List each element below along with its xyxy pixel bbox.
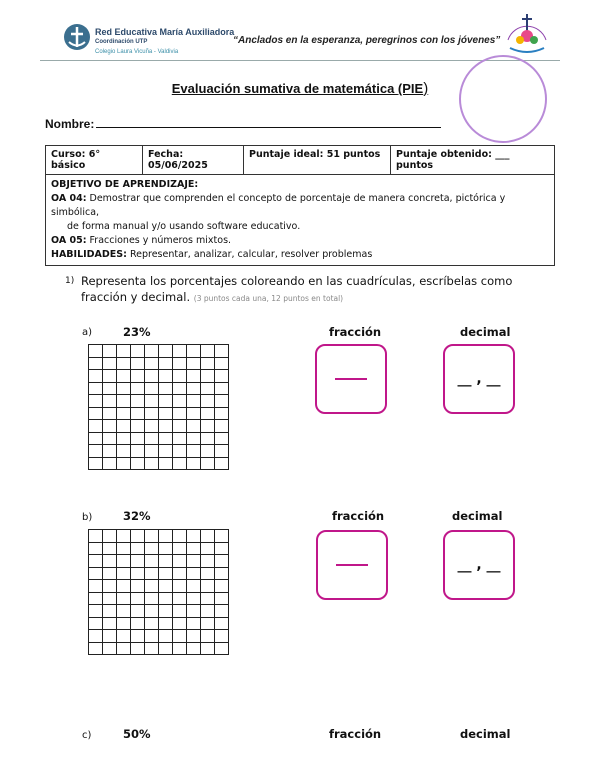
grid-cell[interactable] xyxy=(145,395,159,408)
org-sub1: Coordinación UTP xyxy=(95,39,148,45)
grid-cell[interactable] xyxy=(103,568,117,581)
grid-cell[interactable] xyxy=(117,345,131,358)
grid-cell[interactable] xyxy=(215,383,229,396)
grid-cell[interactable] xyxy=(89,530,103,543)
grid-cell[interactable] xyxy=(173,593,187,606)
title-paren: ) xyxy=(423,80,429,97)
grid-cell[interactable] xyxy=(201,433,215,446)
grid-cell[interactable] xyxy=(159,383,173,396)
grid-cell[interactable] xyxy=(173,630,187,643)
item-b-fraccion-header: fracción xyxy=(332,509,385,523)
grid-cell[interactable] xyxy=(131,593,145,606)
grid-cell[interactable] xyxy=(201,395,215,408)
grid-cell[interactable] xyxy=(145,408,159,421)
grid-cell[interactable] xyxy=(131,618,145,631)
grid-cell[interactable] xyxy=(159,580,173,593)
grid-cell[interactable] xyxy=(89,345,103,358)
skills-text: Representar, analizar, calcular, resolver problemas xyxy=(126,249,373,260)
grid-cell[interactable] xyxy=(103,358,117,371)
grid-cell[interactable] xyxy=(89,568,103,581)
item-a-fraccion-header: fracción xyxy=(329,325,382,339)
grid-cell[interactable] xyxy=(89,445,103,458)
grid-cell[interactable] xyxy=(117,395,131,408)
oa05-label: OA 05: xyxy=(51,235,87,246)
grid-cell[interactable] xyxy=(145,618,159,631)
grid-cell[interactable] xyxy=(215,358,229,371)
grid-cell[interactable] xyxy=(117,580,131,593)
skills-label: HABILIDADES: xyxy=(51,249,127,260)
grid-cell[interactable] xyxy=(159,543,173,556)
grid-cell[interactable] xyxy=(187,605,201,618)
grid-cell[interactable] xyxy=(187,643,201,656)
grid-cell[interactable] xyxy=(89,630,103,643)
grid-cell[interactable] xyxy=(117,420,131,433)
grid-cell[interactable] xyxy=(145,568,159,581)
grid-cell[interactable] xyxy=(131,458,145,471)
grid-cell[interactable] xyxy=(131,420,145,433)
skills-line xyxy=(51,248,549,262)
grid-cell[interactable] xyxy=(131,395,145,408)
item-b-letter: b) xyxy=(82,512,93,523)
item-c-percent: 50% xyxy=(123,727,151,741)
puntaje-ideal-cell: Puntaje ideal: 51 puntos xyxy=(244,146,391,175)
objectives-header: OBJETIVO DE APRENDIZAJE: xyxy=(51,179,199,190)
grid-cell[interactable] xyxy=(131,358,145,371)
grid-cell[interactable] xyxy=(173,420,187,433)
grid-cell[interactable] xyxy=(103,383,117,396)
grid-cell[interactable] xyxy=(187,458,201,471)
grid-cell[interactable] xyxy=(131,383,145,396)
item-b-decimal-header: decimal xyxy=(452,509,503,523)
item-a-percent: 23% xyxy=(123,325,151,339)
decimal-box-a[interactable] xyxy=(443,344,515,414)
grid-cell[interactable] xyxy=(117,593,131,606)
grid-cell[interactable] xyxy=(145,358,159,371)
grid-cell[interactable] xyxy=(173,370,187,383)
grid-cell[interactable] xyxy=(201,530,215,543)
fecha-cell: Fecha: 05/06/2025 xyxy=(143,146,244,175)
grid-cell[interactable] xyxy=(89,395,103,408)
grid-cell[interactable] xyxy=(159,568,173,581)
item-a-letter: a) xyxy=(82,327,93,338)
grid-cell[interactable] xyxy=(89,408,103,421)
grid-cell[interactable] xyxy=(187,530,201,543)
grid-cell[interactable] xyxy=(145,593,159,606)
grid-cell[interactable] xyxy=(103,445,117,458)
grid-cell[interactable] xyxy=(159,445,173,458)
grid-cell[interactable] xyxy=(117,383,131,396)
oa04-text: Demostrar que comprenden el concepto de porcentaje de manera concreta, pictórica y simbólica, xyxy=(51,193,506,218)
grid-cell[interactable] xyxy=(173,580,187,593)
grid-cell[interactable] xyxy=(117,555,131,568)
grid-cell[interactable] xyxy=(103,395,117,408)
grid-cell[interactable] xyxy=(131,433,145,446)
grid-cell[interactable] xyxy=(187,618,201,631)
grid-cell[interactable] xyxy=(187,630,201,643)
fraction-line-icon xyxy=(336,564,368,566)
grid-cell[interactable] xyxy=(131,643,145,656)
grid-cell[interactable] xyxy=(173,445,187,458)
grid-cell[interactable] xyxy=(159,530,173,543)
grid-cell[interactable] xyxy=(215,408,229,421)
grid-cell[interactable] xyxy=(187,543,201,556)
grid-cell[interactable] xyxy=(103,420,117,433)
grid-cell[interactable] xyxy=(201,458,215,471)
grid-cell[interactable] xyxy=(89,580,103,593)
grid-cell[interactable] xyxy=(89,605,103,618)
grid-cell[interactable] xyxy=(131,345,145,358)
grid-cell[interactable] xyxy=(159,630,173,643)
grid-cell[interactable] xyxy=(215,420,229,433)
grid-cell[interactable] xyxy=(201,408,215,421)
grid-cell[interactable] xyxy=(89,643,103,656)
org-name: Red Educativa María Auxiliadora xyxy=(95,27,235,37)
percent-grid-a[interactable] xyxy=(88,344,229,470)
grid-cell[interactable] xyxy=(187,555,201,568)
grid-cell[interactable] xyxy=(131,605,145,618)
grid-cell[interactable] xyxy=(173,358,187,371)
grid-cell[interactable] xyxy=(89,383,103,396)
grid-cell[interactable] xyxy=(117,568,131,581)
org-block xyxy=(95,27,234,57)
puntaje-obtenido-cell[interactable]: Puntaje obtenido: ___ puntos xyxy=(391,146,555,175)
grid-cell[interactable] xyxy=(117,458,131,471)
decimal-box-b[interactable] xyxy=(443,530,515,600)
grid-cell[interactable] xyxy=(103,643,117,656)
grid-cell[interactable] xyxy=(173,345,187,358)
grid-cell[interactable] xyxy=(173,433,187,446)
grid-cell[interactable] xyxy=(159,593,173,606)
grid-cell[interactable] xyxy=(201,593,215,606)
grid-cell[interactable] xyxy=(215,643,229,656)
percent-grid-b[interactable] xyxy=(88,529,229,655)
grid-cell[interactable] xyxy=(145,555,159,568)
grid-cell[interactable] xyxy=(159,555,173,568)
grid-cell[interactable] xyxy=(89,555,103,568)
grid-cell[interactable] xyxy=(215,345,229,358)
grid-cell[interactable] xyxy=(89,358,103,371)
grid-cell[interactable] xyxy=(117,358,131,371)
question-text-block xyxy=(81,273,559,307)
grid-cell[interactable] xyxy=(215,445,229,458)
grid-cell[interactable] xyxy=(173,555,187,568)
grid-cell[interactable] xyxy=(215,605,229,618)
grid-cell[interactable] xyxy=(173,643,187,656)
grid-cell[interactable] xyxy=(89,593,103,606)
grid-cell[interactable] xyxy=(215,530,229,543)
grid-cell[interactable] xyxy=(89,420,103,433)
item-a-decimal-header: decimal xyxy=(460,325,511,339)
grid-cell[interactable] xyxy=(215,543,229,556)
grid-cell[interactable] xyxy=(187,383,201,396)
grid-cell[interactable] xyxy=(187,445,201,458)
grid-cell[interactable] xyxy=(145,345,159,358)
grid-cell[interactable] xyxy=(201,618,215,631)
motto: “Anclados en la esperanza, peregrinos con los jóvenes” xyxy=(233,35,501,46)
grid-cell[interactable] xyxy=(103,458,117,471)
grid-cell[interactable] xyxy=(103,408,117,421)
title-main: Evaluación sumativa de matemática xyxy=(171,81,398,96)
grid-cell[interactable] xyxy=(173,530,187,543)
grid-cell[interactable] xyxy=(201,383,215,396)
grid-cell[interactable] xyxy=(131,630,145,643)
grid-cell[interactable] xyxy=(89,433,103,446)
grid-cell[interactable] xyxy=(117,370,131,383)
oa04-line xyxy=(51,192,549,220)
grid-cell[interactable] xyxy=(145,420,159,433)
oa04-continuation: de forma manual y/o usando software educativo. xyxy=(67,221,301,232)
grid-cell[interactable] xyxy=(117,543,131,556)
grid-cell[interactable] xyxy=(145,580,159,593)
grid-cell[interactable] xyxy=(159,618,173,631)
grid-cell[interactable] xyxy=(103,593,117,606)
grid-cell[interactable] xyxy=(187,568,201,581)
grid-cell[interactable] xyxy=(187,420,201,433)
grid-cell[interactable] xyxy=(215,580,229,593)
item-b-percent: 32% xyxy=(123,509,151,523)
grid-cell[interactable] xyxy=(173,568,187,581)
oa04-label: OA 04: xyxy=(51,193,87,204)
title-suffix: (PIE xyxy=(397,81,424,96)
grid-cell[interactable] xyxy=(159,433,173,446)
grid-cell[interactable] xyxy=(145,370,159,383)
grid-cell[interactable] xyxy=(103,345,117,358)
grid-cell[interactable] xyxy=(145,630,159,643)
grid-cell[interactable] xyxy=(103,543,117,556)
grid-cell[interactable] xyxy=(103,555,117,568)
grid-cell[interactable] xyxy=(117,445,131,458)
grid-cell[interactable] xyxy=(159,458,173,471)
grid-cell[interactable] xyxy=(201,543,215,556)
grid-cell[interactable] xyxy=(159,643,173,656)
org-sub2: Colegio Laura Vicuña - Valdivia xyxy=(95,49,179,55)
grid-cell[interactable] xyxy=(89,543,103,556)
grid-cell[interactable] xyxy=(131,543,145,556)
grid-cell[interactable] xyxy=(201,580,215,593)
grid-cell[interactable] xyxy=(201,555,215,568)
grid-cell[interactable] xyxy=(117,530,131,543)
grid-cell[interactable] xyxy=(173,618,187,631)
nombre-label: Nombre: xyxy=(45,117,95,131)
grid-cell[interactable] xyxy=(131,445,145,458)
question-text: Representa los porcentajes coloreando en las cuadrículas, escríbelas como fracción y decimal. xyxy=(81,274,513,304)
grid-cell[interactable] xyxy=(103,630,117,643)
grid-cell[interactable] xyxy=(201,643,215,656)
grid-cell[interactable] xyxy=(159,420,173,433)
score-circle[interactable] xyxy=(459,55,547,143)
grid-cell[interactable] xyxy=(187,370,201,383)
grid-cell[interactable] xyxy=(201,630,215,643)
grid-cell[interactable] xyxy=(103,605,117,618)
grid-cell[interactable] xyxy=(215,593,229,606)
grid-cell[interactable] xyxy=(159,358,173,371)
grid-cell[interactable] xyxy=(145,445,159,458)
grid-cell[interactable] xyxy=(145,458,159,471)
grid-cell[interactable] xyxy=(103,433,117,446)
item-c-decimal-header: decimal xyxy=(460,727,511,741)
grid-cell[interactable] xyxy=(159,408,173,421)
grid-cell[interactable] xyxy=(173,395,187,408)
grid-cell[interactable] xyxy=(215,370,229,383)
grid-cell[interactable] xyxy=(215,458,229,471)
grid-cell[interactable] xyxy=(201,605,215,618)
grid-cell[interactable] xyxy=(201,358,215,371)
grid-cell[interactable] xyxy=(215,555,229,568)
grid-cell[interactable] xyxy=(187,408,201,421)
curso-cell: Curso: 6° básico xyxy=(46,146,143,175)
grid-cell[interactable] xyxy=(131,530,145,543)
grid-cell[interactable] xyxy=(173,408,187,421)
grid-cell[interactable] xyxy=(131,568,145,581)
grid-cell[interactable] xyxy=(145,605,159,618)
grid-cell[interactable] xyxy=(131,555,145,568)
grid-cell[interactable] xyxy=(187,593,201,606)
grid-cell[interactable] xyxy=(215,433,229,446)
grid-cell[interactable] xyxy=(201,370,215,383)
grid-cell[interactable] xyxy=(103,370,117,383)
grid-cell[interactable] xyxy=(173,543,187,556)
grid-cell[interactable] xyxy=(89,370,103,383)
item-c-fraccion-header: fracción xyxy=(329,727,382,741)
grid-cell[interactable] xyxy=(117,630,131,643)
grid-cell[interactable] xyxy=(117,618,131,631)
grid-cell[interactable] xyxy=(201,420,215,433)
grid-cell[interactable] xyxy=(187,358,201,371)
grid-cell[interactable] xyxy=(117,605,131,618)
grid-cell[interactable] xyxy=(89,458,103,471)
oa05-text: Fracciones y números mixtos. xyxy=(86,235,232,246)
grid-cell[interactable] xyxy=(159,345,173,358)
grid-cell[interactable] xyxy=(145,530,159,543)
info-table xyxy=(45,145,555,266)
grid-cell[interactable] xyxy=(187,580,201,593)
grid-cell[interactable] xyxy=(173,605,187,618)
grid-cell[interactable] xyxy=(131,370,145,383)
grid-cell[interactable] xyxy=(187,395,201,408)
grid-cell[interactable] xyxy=(187,433,201,446)
question-number: 1) xyxy=(65,276,75,286)
grid-cell[interactable] xyxy=(201,568,215,581)
grid-cell[interactable] xyxy=(117,433,131,446)
grid-cell[interactable] xyxy=(201,345,215,358)
grid-cell[interactable] xyxy=(215,568,229,581)
grid-cell[interactable] xyxy=(159,395,173,408)
grid-cell[interactable] xyxy=(145,383,159,396)
grid-cell[interactable] xyxy=(173,383,187,396)
jubilee-emblem-icon xyxy=(498,10,556,56)
grid-cell[interactable] xyxy=(89,618,103,631)
question-points: (3 puntos cada una, 12 puntos en total) xyxy=(193,294,344,303)
grid-cell[interactable] xyxy=(131,408,145,421)
grid-cell[interactable] xyxy=(187,345,201,358)
grid-cell[interactable] xyxy=(145,643,159,656)
oa05-line xyxy=(51,234,549,248)
grid-cell[interactable] xyxy=(103,530,117,543)
grid-cell[interactable] xyxy=(145,433,159,446)
grid-cell[interactable] xyxy=(201,445,215,458)
grid-cell[interactable] xyxy=(159,605,173,618)
decimal-placeholder-a: __ , __ xyxy=(457,371,501,387)
grid-cell[interactable] xyxy=(159,370,173,383)
grid-cell[interactable] xyxy=(117,408,131,421)
nombre-field[interactable] xyxy=(96,127,441,128)
grid-cell[interactable] xyxy=(173,458,187,471)
grid-cell[interactable] xyxy=(215,630,229,643)
fraction-box-a[interactable] xyxy=(315,344,387,414)
grid-cell[interactable] xyxy=(215,618,229,631)
grid-cell[interactable] xyxy=(131,580,145,593)
school-crest-icon xyxy=(62,22,92,52)
grid-cell[interactable] xyxy=(215,395,229,408)
decimal-placeholder-b: __ , __ xyxy=(457,557,501,573)
grid-cell[interactable] xyxy=(117,643,131,656)
fraction-box-b[interactable] xyxy=(316,530,388,600)
grid-cell[interactable] xyxy=(145,543,159,556)
item-c-letter: c) xyxy=(82,730,92,741)
grid-cell[interactable] xyxy=(103,580,117,593)
objectives-cell xyxy=(46,175,555,266)
fraction-line-icon xyxy=(335,378,367,380)
grid-cell[interactable] xyxy=(103,618,117,631)
